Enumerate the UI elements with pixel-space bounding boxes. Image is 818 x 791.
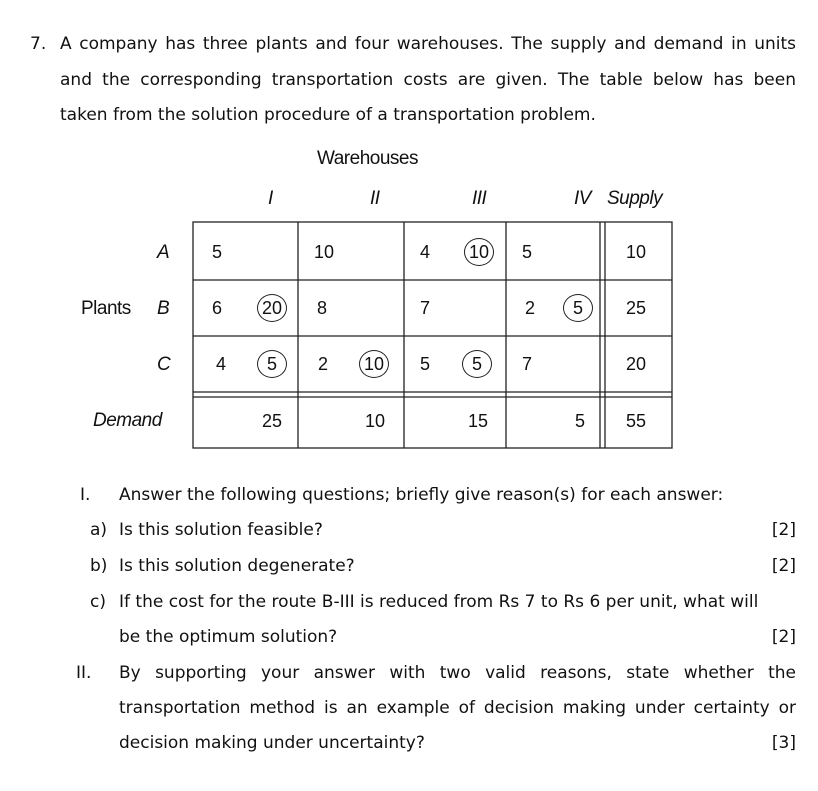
cost-A-I: 5 — [212, 242, 223, 262]
allocation-C-I: 5 — [257, 350, 287, 378]
sub-b-letter: b) — [90, 556, 108, 576]
part-I-text: Answer the following questions; briefly give reason(s) for each answer: — [119, 485, 724, 505]
part-II-line-1: By supporting your answer with two valid reasons, state whether the — [119, 663, 796, 683]
question-number: 7. — [30, 34, 47, 54]
cost-B-II: 8 — [317, 298, 328, 318]
row-label-B: B — [157, 298, 170, 319]
supply-A: 10 — [626, 242, 647, 262]
allocation-C-II: 10 — [359, 350, 389, 378]
part-I-numeral: I. — [80, 485, 91, 505]
question-line-3: taken from the solution procedure of a transportation problem. — [60, 105, 596, 125]
allocation-C-III: 5 — [462, 350, 492, 378]
row-label-C: C — [157, 354, 171, 375]
supply-header: Supply — [607, 188, 663, 209]
cost-C-II: 2 — [318, 354, 329, 374]
total-supply-demand: 55 — [626, 411, 647, 431]
sub-b-text: Is this solution degenerate? — [119, 556, 355, 576]
cost-A-III: 4 — [420, 242, 431, 262]
sub-b-marks: [2] — [771, 556, 796, 576]
row-label-A: A — [157, 242, 170, 263]
demand-IV: 5 — [575, 411, 586, 431]
cost-C-IV: 7 — [522, 354, 533, 374]
demand-III: 15 — [468, 411, 489, 431]
sub-a-text: Is this solution feasible? — [119, 520, 323, 540]
supply-C: 20 — [626, 354, 647, 374]
part-II-line-2: transportation method is an example of decision making under certainty or — [119, 698, 796, 718]
column-header-IV: IV — [574, 188, 591, 209]
allocation-B-I: 20 — [257, 294, 287, 322]
sub-c-marks: [2] — [771, 627, 796, 647]
part-II-numeral: II. — [76, 663, 92, 683]
demand-I: 25 — [262, 411, 283, 431]
question-line-1: A company has three plants and four warehouses. The supply and demand in units — [60, 34, 796, 54]
column-header-III: III — [472, 188, 487, 209]
part-II-line-3: decision making under uncertainty? — [119, 733, 425, 753]
warehouses-title: Warehouses — [317, 148, 418, 169]
cost-A-IV: 5 — [522, 242, 533, 262]
sub-c-letter: c) — [90, 592, 106, 612]
sub-c-text-cont: be the optimum solution? — [119, 627, 338, 647]
sub-a-letter: a) — [90, 520, 108, 540]
sub-a-marks: [2] — [771, 520, 796, 540]
cost-B-IV: 2 — [525, 298, 536, 318]
column-header-I: I — [268, 188, 273, 209]
part-II-marks: [3] — [771, 733, 796, 753]
cost-C-I: 4 — [216, 354, 227, 374]
allocation-A-III: 10 — [464, 238, 494, 266]
question-line-2: and the corresponding transportation costs are given. The table below has been — [60, 70, 796, 90]
column-header-II: II — [370, 188, 380, 209]
cost-A-II: 10 — [314, 242, 335, 262]
cost-C-III: 5 — [420, 354, 431, 374]
cost-B-I: 6 — [212, 298, 223, 318]
supply-B: 25 — [626, 298, 647, 318]
demand-II: 10 — [365, 411, 386, 431]
sub-c-text: If the cost for the route B-III is reduced from Rs 7 to Rs 6 per unit, what will — [119, 592, 759, 612]
demand-label: Demand — [93, 410, 162, 431]
allocation-B-IV: 5 — [563, 294, 593, 322]
cost-B-III: 7 — [420, 298, 431, 318]
plants-label: Plants — [81, 298, 131, 319]
